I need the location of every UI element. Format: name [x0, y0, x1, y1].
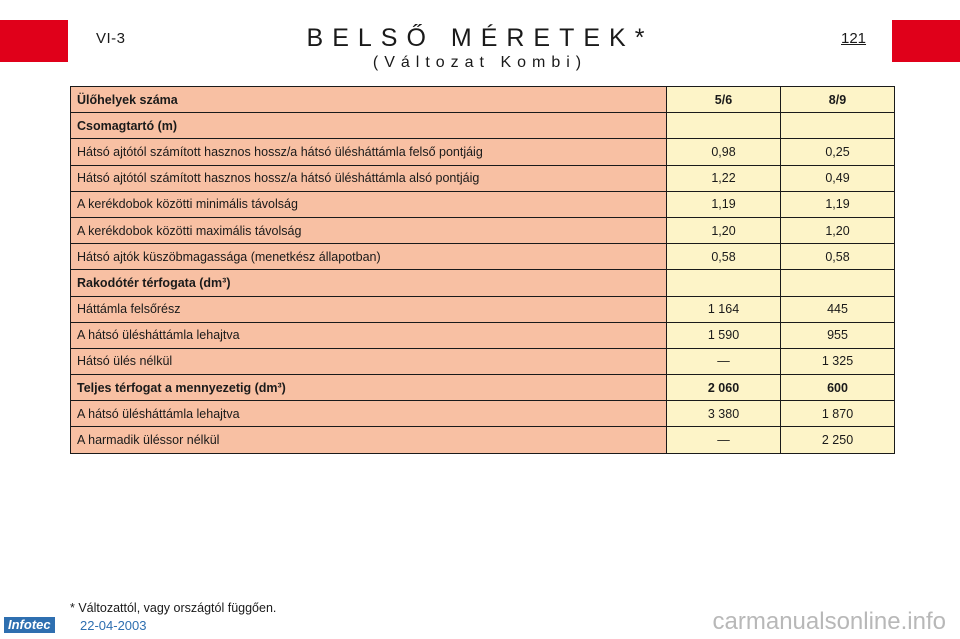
value-8-9: 1 325 [781, 348, 895, 374]
row-label: Csomagtartó (m) [71, 113, 667, 139]
row-label: Hátsó ajtótól számított hasznos hossz/a hátsó ülésháttámla alsó pontjáig [71, 165, 667, 191]
table-row [71, 191, 895, 217]
value-5-6: — [667, 427, 781, 453]
value-8-9: 1,19 [781, 191, 895, 217]
value-8-9: 8/9 [781, 87, 895, 113]
value-5-6: 1,22 [667, 165, 781, 191]
watermark: carmanualsonline.info [712, 608, 946, 635]
table-row [71, 427, 895, 453]
value-5-6: — [667, 348, 781, 374]
row-label: A hátsó ülésháttámla lehajtva [71, 322, 667, 348]
row-label: Teljes térfogat a mennyezetig (dm³) [71, 375, 667, 401]
value-5-6: 1 164 [667, 296, 781, 322]
page-subtitle: (Változat Kombi) [372, 54, 588, 71]
dimensions-table [70, 86, 895, 454]
value-8-9: 2 250 [781, 427, 895, 453]
page-title: BELSŐ MÉRETEK* [306, 24, 654, 52]
footnote: * Változattól, vagy országtól függően. [70, 601, 277, 615]
value-5-6: 5/6 [667, 87, 781, 113]
value-8-9: 1 870 [781, 401, 895, 427]
table-row [71, 296, 895, 322]
value-8-9: 0,25 [781, 139, 895, 165]
value-8-9 [781, 270, 895, 296]
table-row [71, 113, 895, 139]
section-code: VI-3 [96, 30, 126, 47]
value-5-6: 1,19 [667, 191, 781, 217]
value-5-6: 2 060 [667, 375, 781, 401]
row-label: A kerékdobok közötti minimális távolság [71, 191, 667, 217]
value-5-6: 1,20 [667, 217, 781, 243]
row-label: A kerékdobok közötti maximális távolság [71, 217, 667, 243]
print-date: 22-04-2003 [80, 618, 147, 633]
row-label: Hátsó ajtótól számított hasznos hossz/a hátsó ülésháttámla felső pontjáig [71, 139, 667, 165]
table-row [71, 87, 895, 113]
row-label: Hátsó ülés nélkül [71, 348, 667, 374]
row-label: Háttámla felsőrész [71, 296, 667, 322]
value-5-6 [667, 270, 781, 296]
table-row [71, 165, 895, 191]
row-label: A harmadik üléssor nélkül [71, 427, 667, 453]
value-8-9: 0,58 [781, 244, 895, 270]
table-row [71, 244, 895, 270]
table-row [71, 217, 895, 243]
table-row [71, 401, 895, 427]
row-label: Ülőhelyek száma [71, 87, 667, 113]
value-8-9: 1,20 [781, 217, 895, 243]
value-8-9: 445 [781, 296, 895, 322]
row-label: Hátsó ajtók küszöbmagassága (menetkész állapotban) [71, 244, 667, 270]
infotec-logo: Infotec [4, 617, 55, 633]
table-row [71, 375, 895, 401]
page-number: 121 [841, 30, 867, 47]
value-5-6: 0,98 [667, 139, 781, 165]
row-label: A hátsó ülésháttámla lehajtva [71, 401, 667, 427]
value-5-6 [667, 113, 781, 139]
table-row [71, 139, 895, 165]
value-8-9: 600 [781, 375, 895, 401]
value-8-9 [781, 113, 895, 139]
value-5-6: 3 380 [667, 401, 781, 427]
table-row [71, 348, 895, 374]
table-row [71, 270, 895, 296]
value-5-6: 0,58 [667, 244, 781, 270]
value-8-9: 0,49 [781, 165, 895, 191]
table-row [71, 322, 895, 348]
value-5-6: 1 590 [667, 322, 781, 348]
row-label: Rakodótér térfogata (dm³) [71, 270, 667, 296]
value-8-9: 955 [781, 322, 895, 348]
